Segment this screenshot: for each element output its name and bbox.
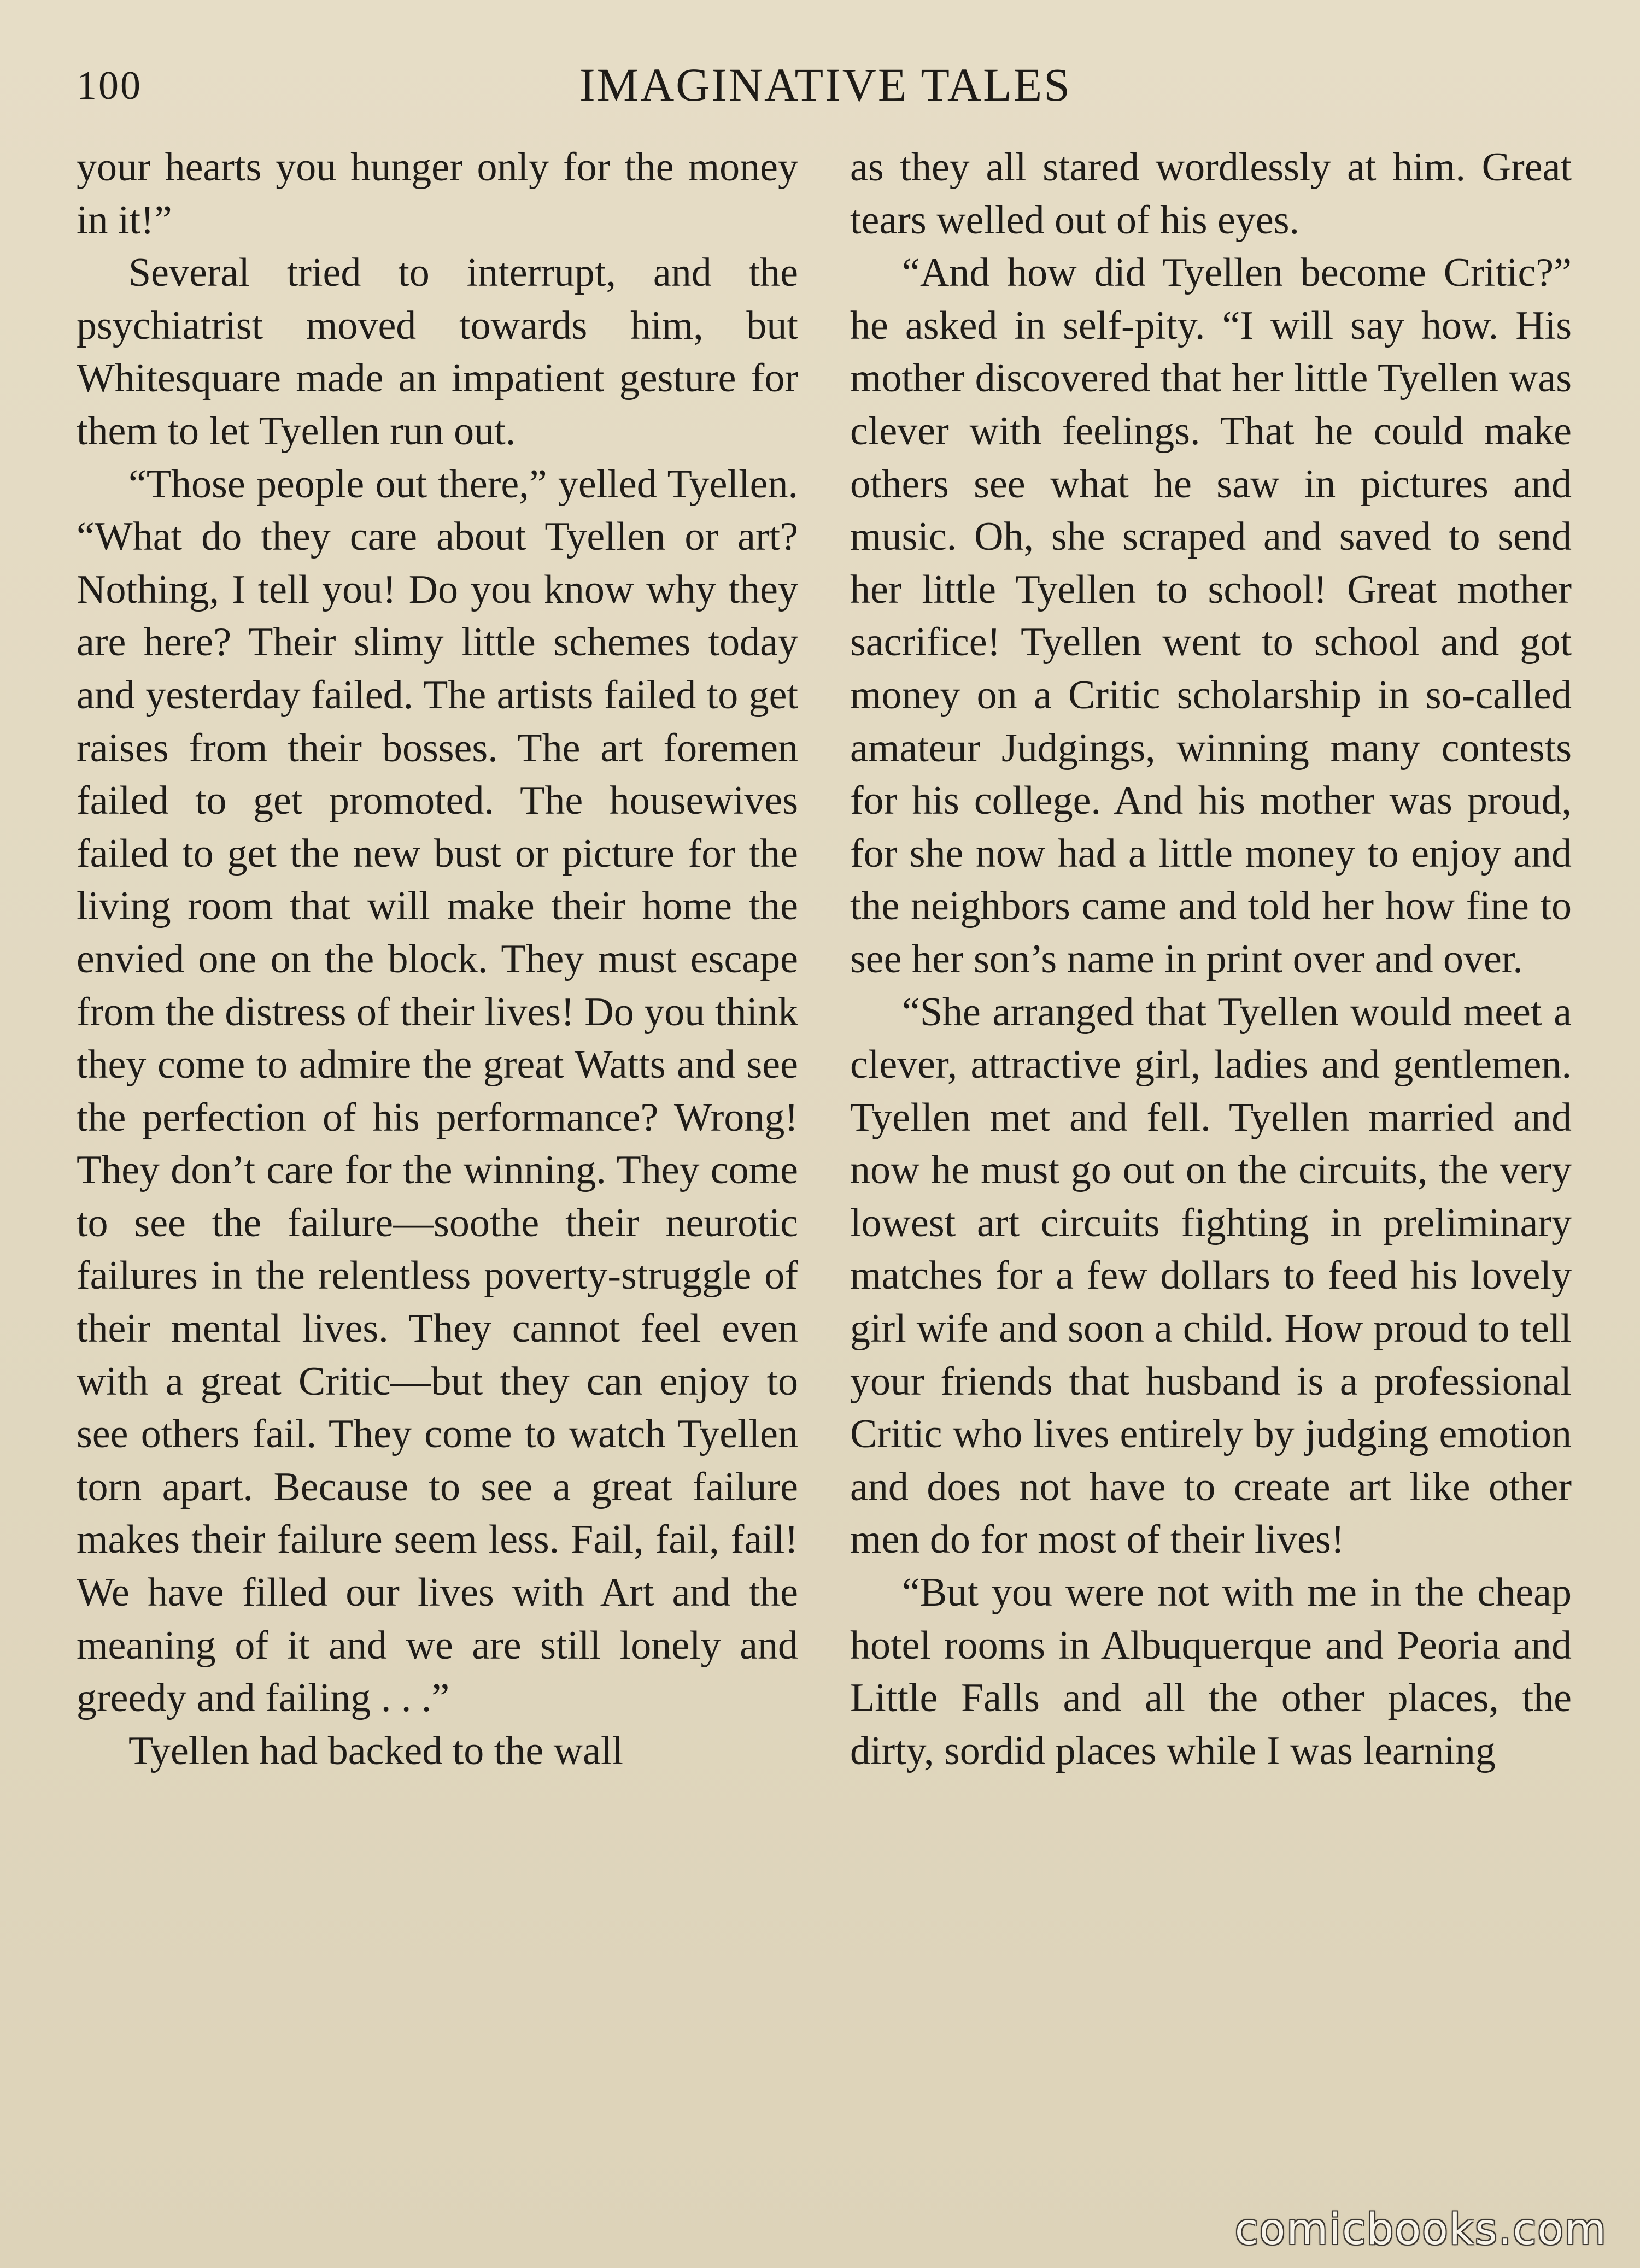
paragraph: “Those people out there,” yelled Tyellen. “What do they care about Tyellen or art? Nothing, I tell you! Do you know why they are here? Their slimy little schemes today and yesterday failed. The artists failed to get raises from their bosses. The art foremen failed to get promoted. The housewives failed to get the new bust or picture for the living room that will make their home the envied one on the block. They must escape from the distress of their lives! Do you think they come to admire the great Watts and see the perfection of his performance? Wrong! They don’t care for the winning. They come to see the failure—soothe their neurotic failures in the relentless poverty-struggle of their mental lives. They cannot feel even with a great Critic—but they can enjoy to see others fail. They come to watch Tyellen torn apart. Because to see a great failure makes their failure seem less. Fail, fail, fail! We have filled our lives with Art and the meaning of it and we are still lonely and greedy and failing . . .” — [77, 461, 798, 1721]
paragraph: “She arranged that Tyellen would meet a clever, attractive girl, ladies and gentlemen. Tyellen met and fell. Tyellen married and now he must go out on the circuits, the very lowest art circuits fighting in preliminary matches for a few dollars to feed his lovely girl wife and soon a child. How proud to tell your friends that husband is a professional Critic who lives entirely by judging emotion and does not have to create art like other men do for most of their lives! — [850, 989, 1572, 1562]
page-header — [77, 57, 1574, 117]
paragraph: as they all stared wordlessly at him. Great tears welled out of his eyes. — [850, 145, 1572, 243]
watermark: comicbooks.com — [1234, 2205, 1607, 2254]
paragraph: Several tried to interrupt, and the psychiatrist moved towards him, but Whitesquare made an impatient gesture for them to let Tyellen run out. — [77, 250, 798, 454]
paragraph: “And how did Tyellen become Critic?” he asked in self-pity. “I will say how. His mother discovered that her little Tyellen was clever with feelings. That he could make others see what he saw in pictures and music. Oh, she scraped and saved to send her little Tyellen to school! Great mother sacrifice! Tyellen went to school and got money on a Critic scholarship in so-called amateur Judgings, winning many contests for his college. And his mother was proud, for she now had a little money to enjoy and the neighbors came and told her how fine to see her son’s name in print over and over. — [850, 250, 1572, 982]
right-column — [850, 141, 1572, 1777]
running-title: IMAGINATIVE TALES — [579, 58, 1072, 111]
paragraph: Tyellen had backed to the wall — [128, 1728, 624, 1773]
page-number: 100 — [77, 63, 142, 108]
paragraph: your hearts you hunger only for the money in it!” — [77, 145, 798, 243]
paragraph: “But you were not with me in the cheap hotel rooms in Albuquerque and Peoria and Little Falls and all the other places, the dirty, sordid places while I was learning — [850, 1570, 1572, 1773]
left-column — [77, 141, 798, 1777]
